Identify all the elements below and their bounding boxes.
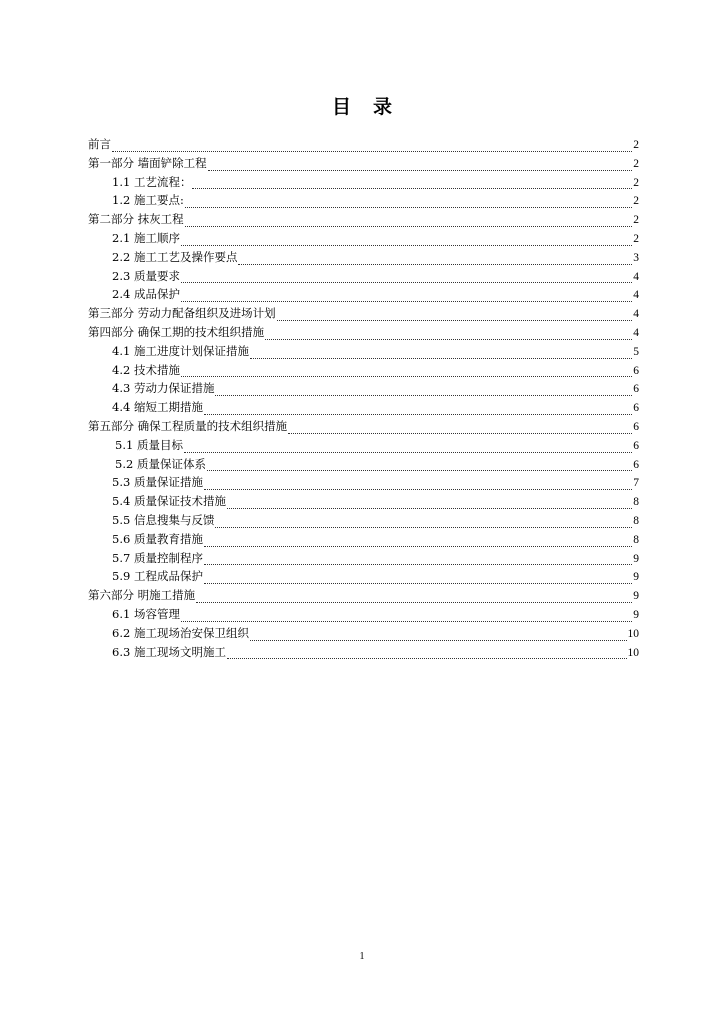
toc-entry-title: 6.1 场容管理 <box>112 606 180 621</box>
toc-entry[interactable] <box>88 323 639 342</box>
toc-entry-page: 2 <box>633 214 639 227</box>
toc-entry[interactable] <box>88 549 639 568</box>
toc-entry-page: 10 <box>627 627 639 640</box>
toc-entry[interactable] <box>88 191 639 210</box>
toc-leader-dots <box>181 233 632 246</box>
toc-entry-page: 2 <box>633 157 639 170</box>
toc-leader-dots <box>185 214 633 227</box>
toc-leader-dots <box>250 628 627 641</box>
toc-entry[interactable] <box>88 398 639 417</box>
toc-entry-page: 2 <box>633 139 639 151</box>
toc-entry-title: 6.3 施工现场文明施工 <box>112 644 226 659</box>
toc-entry-page: 3 <box>633 251 639 264</box>
toc-entry-title: 5.2 质量保证体系 <box>115 456 206 471</box>
toc-entry[interactable] <box>88 304 639 323</box>
toc-leader-dots <box>227 496 632 509</box>
toc-entry-title: 第三部分 劳动力配备组织及进场计划 <box>88 306 276 321</box>
toc-entry-page: 6 <box>633 439 639 452</box>
toc-entry[interactable] <box>88 436 639 455</box>
toc-leader-dots <box>208 158 633 171</box>
toc-leader-dots <box>250 346 632 359</box>
toc-leader-dots <box>196 590 632 603</box>
toc-entry-title: 4.1 施工进度计划保证措施 <box>112 343 249 358</box>
toc-entry-page: 4 <box>633 326 639 339</box>
toc-leader-dots <box>112 139 632 152</box>
toc-entry[interactable] <box>88 210 639 229</box>
toc-entry-title: 4.3 劳动力保证措施 <box>112 381 215 396</box>
toc-entry[interactable] <box>88 586 639 605</box>
toc-entry-page: 5 <box>633 345 639 358</box>
toc-leader-dots <box>192 176 632 189</box>
toc-entry-page: 4 <box>633 270 639 283</box>
toc-entry-title: 第四部分 确保工期的技术组织措施 <box>88 324 265 339</box>
toc-entry-title: 第一部分 墙面铲除工程 <box>88 155 207 170</box>
toc-entry-page: 2 <box>633 232 639 245</box>
toc-entry[interactable] <box>88 173 639 192</box>
toc-entry-page: 8 <box>633 496 639 509</box>
toc-entry[interactable] <box>88 417 639 436</box>
toc-entry-page: 7 <box>633 477 639 490</box>
toc-entry-page: 4 <box>633 289 639 302</box>
toc-leader-dots <box>265 327 632 340</box>
toc-entry-title: 6.2 施工现场治安保卫组织 <box>112 625 249 640</box>
toc-entry[interactable] <box>88 473 639 492</box>
toc-entry[interactable] <box>88 361 639 380</box>
toc-entry-page: 6 <box>633 383 639 396</box>
toc-leader-dots <box>277 308 633 321</box>
toc-entry[interactable] <box>88 605 639 624</box>
toc-leader-dots <box>181 270 632 283</box>
toc-entry-title: 第六部分 明施工措施 <box>88 588 196 603</box>
toc-leader-dots <box>215 515 632 528</box>
toc-entry[interactable] <box>88 492 639 511</box>
toc-entry-page: 6 <box>633 402 639 415</box>
toc-entry-title: 第二部分 抹灰工程 <box>88 212 184 227</box>
toc-entry-page: 10 <box>627 646 639 659</box>
toc-entry-page: 2 <box>633 176 639 189</box>
toc-entry[interactable] <box>88 379 639 398</box>
toc-entry[interactable] <box>88 267 639 286</box>
toc-entry-title: 1.2 施工要点: <box>112 193 184 208</box>
toc-leader-dots <box>181 609 632 622</box>
toc-entry-title: 5.1 质量目标 <box>115 437 183 452</box>
toc-entry[interactable] <box>88 455 639 474</box>
toc-entry[interactable] <box>88 229 639 248</box>
toc-leader-dots <box>238 252 632 265</box>
toc-entry-title: 2.2 施工工艺及操作要点 <box>112 249 238 264</box>
toc-leader-dots <box>215 383 632 396</box>
toc-entry-page: 8 <box>633 533 639 546</box>
table-of-contents <box>88 135 639 661</box>
toc-leader-dots <box>204 402 632 415</box>
toc-entry[interactable] <box>88 567 639 586</box>
toc-leader-dots <box>227 646 627 659</box>
toc-leader-dots <box>184 440 632 453</box>
toc-leader-dots <box>181 364 632 377</box>
toc-leader-dots <box>204 571 632 584</box>
toc-entry-title: 4.2 技术措施 <box>112 362 180 377</box>
toc-entry-title: 2.4 成品保护 <box>112 287 180 302</box>
toc-entry-title: 前言 <box>88 137 111 151</box>
toc-entry-title: 4.4 缩短工期措施 <box>112 400 203 415</box>
toc-leader-dots <box>207 458 632 471</box>
toc-entry-page: 9 <box>633 552 639 565</box>
toc-leader-dots <box>185 195 632 208</box>
toc-entry-title: 2.3 质量要求 <box>112 268 180 283</box>
page-title: 目录 <box>331 96 414 118</box>
toc-entry-title: 5.9 工程成品保护 <box>112 569 203 584</box>
toc-entry[interactable] <box>88 342 639 361</box>
toc-leader-dots <box>204 477 632 490</box>
toc-entry[interactable] <box>88 135 639 154</box>
toc-entry-page: 9 <box>633 608 639 621</box>
toc-entry-title: 5.5 信息搜集与反馈 <box>112 512 215 527</box>
toc-entry-page: 6 <box>633 364 639 377</box>
toc-entry-title: 5.4 质量保证技术措施 <box>112 494 226 509</box>
toc-entry-page: 9 <box>633 590 639 603</box>
toc-entry-page: 6 <box>633 420 639 433</box>
toc-entry-title: 5.7 质量控制程序 <box>112 550 203 565</box>
toc-leader-dots <box>204 534 632 547</box>
toc-entry-title: 第五部分 确保工程质量的技术组织措施 <box>88 418 288 433</box>
toc-entry-title: 5.6 质量教育措施 <box>112 531 203 546</box>
toc-entry-page: 4 <box>633 308 639 321</box>
toc-entry-page: 6 <box>633 458 639 471</box>
toc-entry-title: 1.1 工艺流程： <box>112 174 192 189</box>
toc-entry-page: 8 <box>633 514 639 527</box>
toc-entry[interactable] <box>88 285 639 304</box>
toc-entry[interactable] <box>88 248 639 267</box>
toc-entry-page: 9 <box>633 571 639 584</box>
toc-leader-dots <box>204 552 632 565</box>
toc-entry-title: 2.1 施工顺序 <box>112 230 180 245</box>
toc-entry[interactable] <box>88 643 639 662</box>
toc-entry[interactable] <box>88 530 639 549</box>
toc-entry[interactable] <box>88 511 639 530</box>
toc-entry[interactable] <box>88 154 639 173</box>
page-number: 1 <box>359 951 365 962</box>
toc-entry-page: 2 <box>633 195 639 208</box>
toc-entry[interactable] <box>88 624 639 643</box>
toc-leader-dots <box>181 289 632 302</box>
toc-leader-dots <box>288 421 632 434</box>
toc-entry-title: 5.3 质量保证措施 <box>112 475 203 490</box>
